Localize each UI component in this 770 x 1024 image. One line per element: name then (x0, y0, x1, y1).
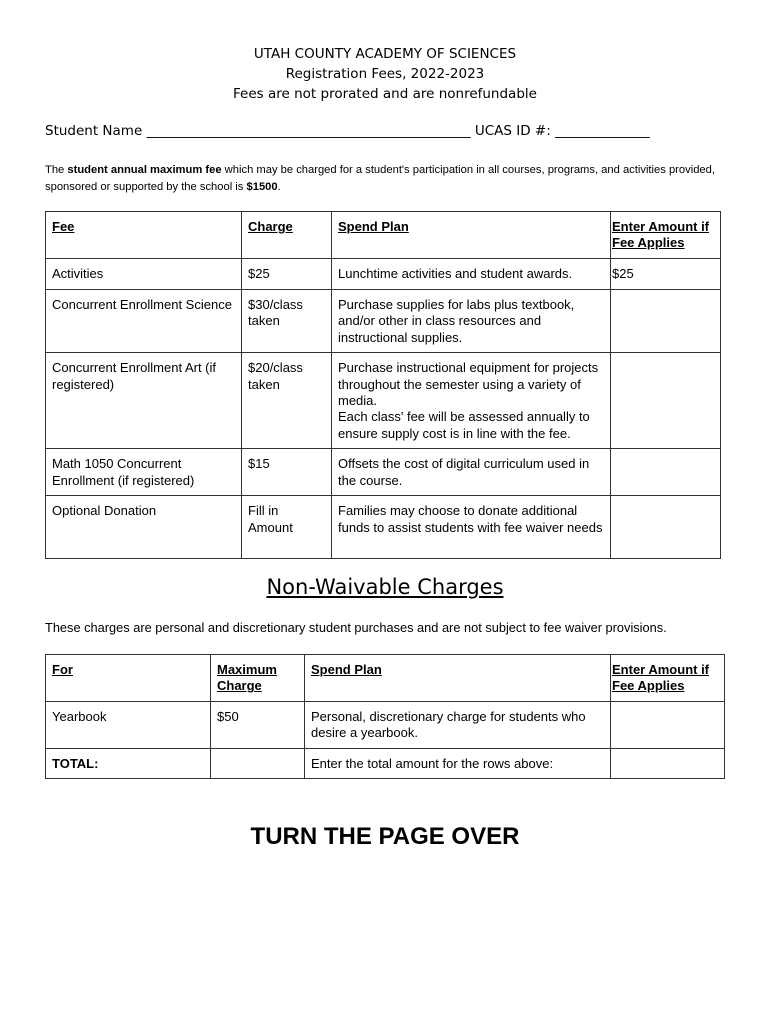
ucas-id-field[interactable]: ______________ (555, 123, 650, 139)
spend-plan-cell: Families may choose to donate additional funds to assist students with fee waiver needs (332, 496, 611, 559)
charge-cell: $15 (242, 449, 332, 496)
fee-cell: Optional Donation (46, 496, 242, 559)
amount-input-cell[interactable] (611, 353, 721, 449)
non-waivable-table (45, 654, 725, 779)
amount-input-cell[interactable]: $25 (611, 259, 721, 290)
fee-cell: Concurrent Enrollment Art (if registered) (46, 353, 242, 449)
turn-page-over-notice: TURN THE PAGE OVER (250, 823, 520, 850)
fee-cell: Math 1050 Concurrent Enrollment (if registered) (46, 449, 242, 496)
amount-input-cell[interactable] (611, 449, 721, 496)
ucas-id-label: UCAS ID #: (474, 123, 551, 139)
table-header-row (46, 655, 725, 702)
school-name: UTAH COUNTY ACADEMY OF SCIENCES (253, 46, 517, 62)
header-enter-amount: Enter Amount if Fee Applies (611, 212, 721, 259)
spend-plan-cell (332, 353, 611, 449)
for-cell: Yearbook (46, 702, 211, 749)
table-row (46, 702, 725, 749)
charge-cell: Fill in Amount (242, 496, 332, 559)
total-row (46, 749, 725, 779)
table-row (46, 290, 721, 353)
student-name-label: Student Name (45, 123, 143, 139)
header-charge: Charge (242, 212, 332, 259)
spend-plan-cell: Personal, discretionary charge for students who desire a yearbook. (305, 702, 611, 749)
spend-plan-cell: Lunchtime activities and student awards. (332, 259, 611, 290)
intro-text-1: The (45, 164, 68, 176)
header-for: For (46, 655, 211, 702)
fee-policy-note: Fees are not prorated and are nonrefundable (233, 86, 537, 102)
table-header-row (46, 212, 721, 259)
total-instruction: Enter the total amount for the rows above: (305, 749, 611, 779)
non-waivable-intro: These charges are personal and discretionary student purchases and are not subject to fee waiver provisions. (45, 620, 667, 635)
charge-cell: $30/class taken (242, 290, 332, 353)
student-info-line (45, 123, 735, 139)
header-maximum-charge: Maximum Charge (211, 655, 305, 702)
intro-bold-fee-term: student annual maximum fee (67, 164, 222, 176)
table-row (46, 496, 721, 559)
intro-bold-max-amount: $1500 (246, 180, 278, 193)
intro-text-3: . (277, 180, 281, 193)
table-row (46, 353, 721, 449)
non-waivable-title: Non-Waivable Charges (266, 575, 504, 599)
amount-input-cell[interactable] (611, 290, 721, 353)
amount-input-cell[interactable] (611, 496, 721, 559)
student-name-field[interactable]: ________________________________________________ (146, 123, 471, 139)
intro-text-2: which may be charged for a student's participation in all courses, programs, and activities provided, sponsored or supported by the school is (45, 164, 715, 193)
total-amount-input[interactable] (611, 749, 725, 779)
fee-cell: Activities (46, 259, 242, 290)
spend-plan-cell: Offsets the cost of digital curriculum used in the course. (332, 449, 611, 496)
header-spend-plan: Spend Plan (305, 655, 611, 702)
total-label: TOTAL: (46, 749, 211, 779)
amount-input-cell[interactable] (611, 702, 725, 749)
charge-cell: $50 (211, 702, 305, 749)
charge-cell: $20/class taken (242, 353, 332, 449)
spend-plan-cell: Purchase supplies for labs plus textbook, and/or other in class resources and instructional supplies. (332, 290, 611, 353)
table-row (46, 259, 721, 290)
header-fee: Fee (46, 212, 242, 259)
header-enter-amount: Enter Amount if Fee Applies (611, 655, 725, 702)
charge-cell: $25 (242, 259, 332, 290)
total-charge-cell (211, 749, 305, 779)
form-subtitle: Registration Fees, 2022-2023 (285, 66, 485, 82)
registration-fees-table (45, 211, 721, 559)
table-row (46, 449, 721, 496)
spend-plan-text-2: Each class' fee will be assessed annually to ensure supply cost is in line with the fee. (338, 409, 590, 441)
fee-cell: Concurrent Enrollment Science (46, 290, 242, 353)
header-spend-plan: Spend Plan (332, 212, 611, 259)
spend-plan-text: Purchase instructional equipment for projects throughout the semester using a variety of media. (338, 360, 599, 409)
annual-max-fee-paragraph (45, 162, 735, 195)
